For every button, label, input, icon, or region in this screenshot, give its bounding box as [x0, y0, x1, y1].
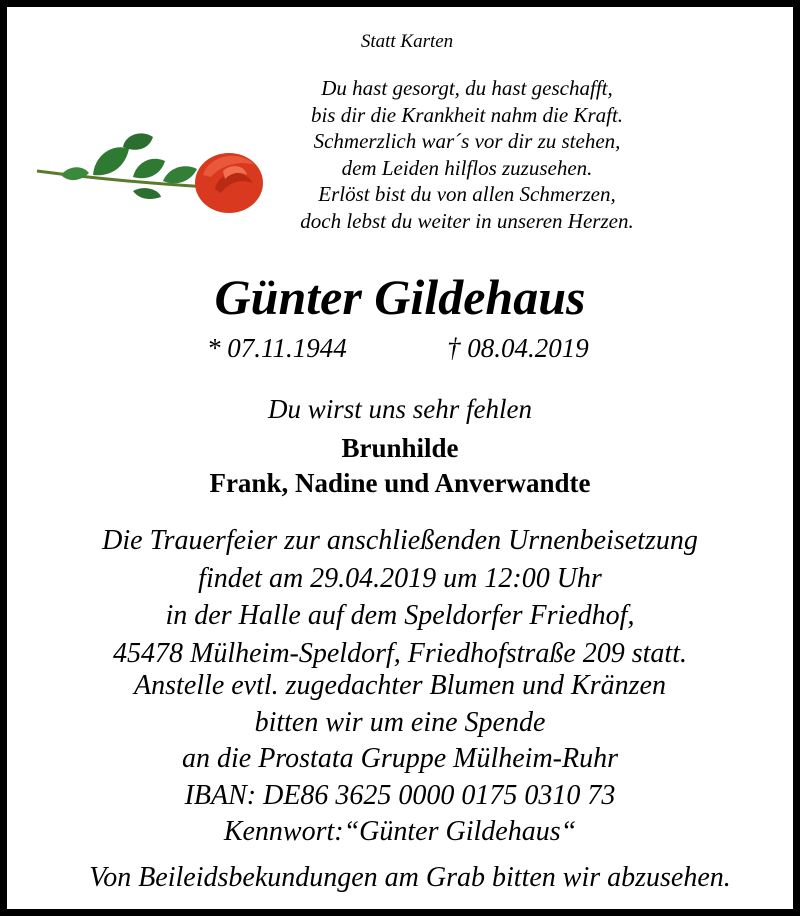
donation-line: Anstelle evtl. zugedachter Blumen und Kränzen	[134, 670, 666, 701]
donation-keyword: Kennwort:“Günter Gildehaus“	[223, 816, 577, 847]
poem-line: dem Leiden hilflos zuzusehen.	[341, 155, 593, 180]
donation-request	[7, 668, 793, 851]
donation-line: an die Prostata Gruppe Mülheim-Ruhr	[181, 743, 619, 774]
ceremony-line: in der Halle auf dem Speldorfer Friedhof,	[165, 600, 635, 631]
closing-line: Von Beileidsbekundungen am Grab bitten wir abzusehen.	[89, 862, 731, 893]
life-dates	[7, 333, 793, 367]
farewell-line: Du wirst uns sehr fehlen	[267, 394, 532, 424]
poem-line: Erlöst bist du von allen Schmerzen,	[318, 182, 616, 206]
ceremony-line: findet am 29.04.2019 um 12:00 Uhr	[198, 562, 602, 594]
poem-line: Schmerzlich war´s vor dir zu stehen,	[313, 129, 621, 153]
signature-family: Frank, Nadine und Anverwandte	[209, 468, 591, 498]
donation-iban: IBAN: DE86 3625 0000 0175 0310 73	[184, 779, 616, 811]
donation-line: bitten wir um eine Spende	[254, 706, 546, 738]
rose-icon	[33, 131, 273, 221]
deceased-name: Günter Gildehaus	[214, 269, 586, 325]
poem-line: bis dir die Krankheit nahm die Kraft.	[310, 102, 624, 127]
poem	[247, 75, 687, 234]
poem-line: Du hast gesorgt, du hast geschafft,	[321, 76, 613, 100]
death-date: † 08.04.2019	[447, 333, 589, 363]
poem-line: doch lebst du weiter in unseren Herzen.	[300, 208, 634, 233]
ceremony-details	[7, 522, 793, 672]
ceremony-line: Die Trauerfeier zur anschließenden Urnenbeisetzung	[102, 525, 698, 556]
statt-karten-label: Statt Karten	[360, 31, 454, 52]
birth-date: * 07.11.1944	[207, 333, 347, 363]
ceremony-line: 45478 Mülheim-Speldorf, Friedhofstraße 209 statt.	[113, 637, 687, 669]
signature-primary: Brunhilde	[341, 433, 459, 463]
